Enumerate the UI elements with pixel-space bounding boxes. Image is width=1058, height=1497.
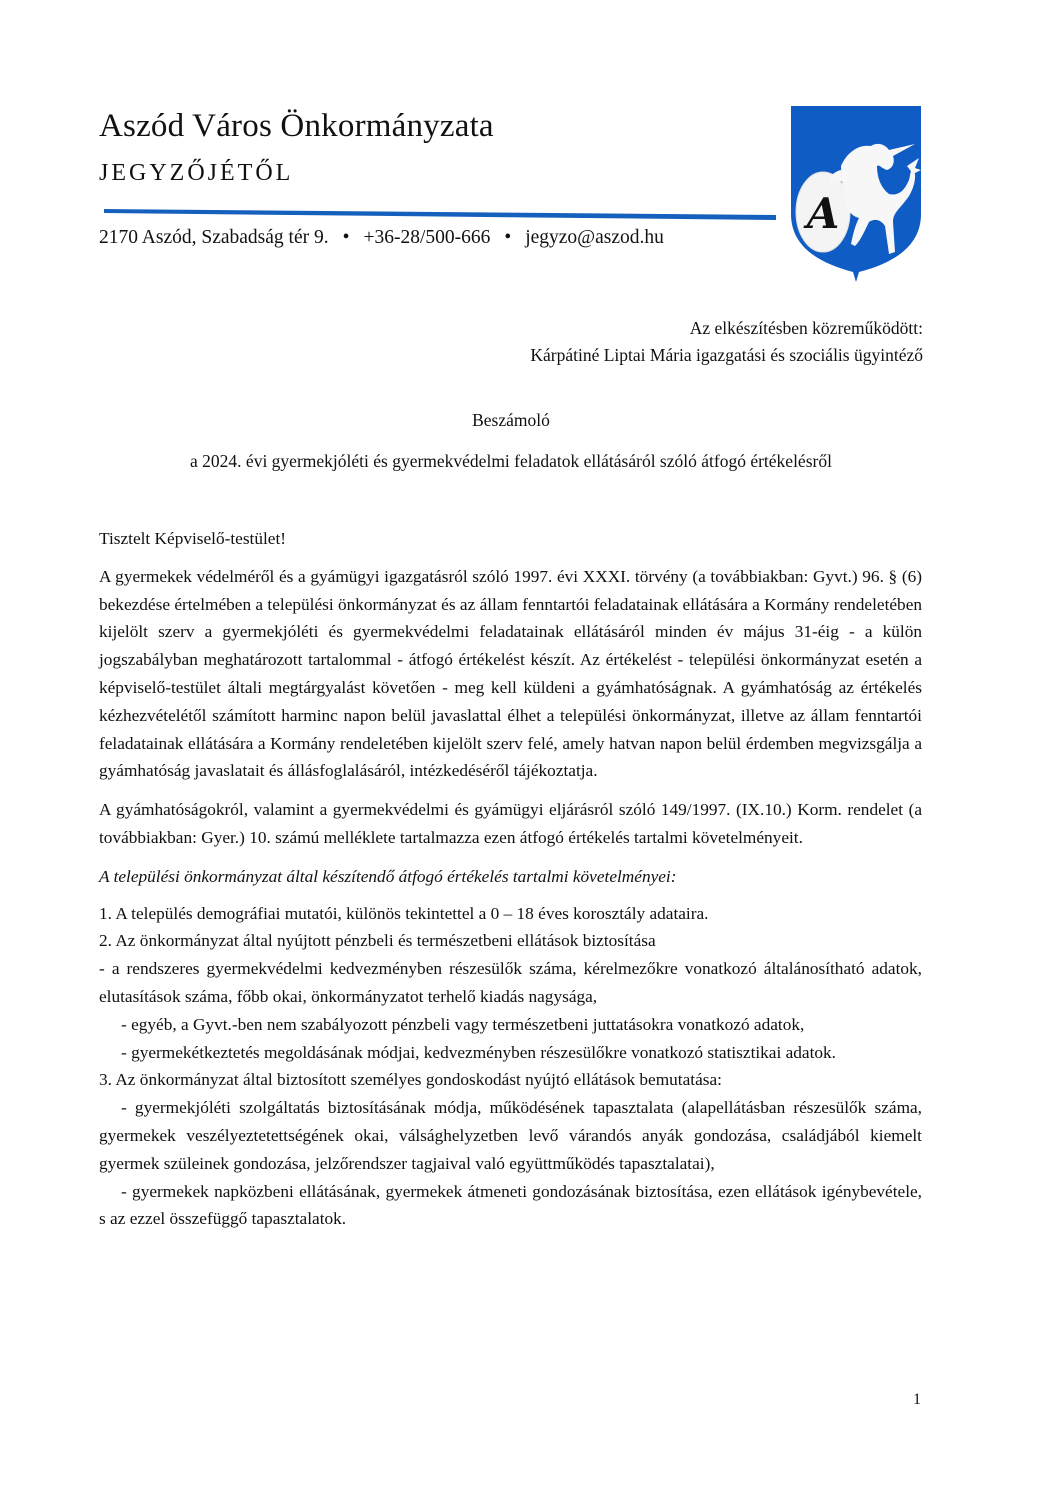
page-number: 1 xyxy=(913,1391,921,1408)
email-address: jegyzo@aszod.hu xyxy=(525,227,664,248)
list-item: - gyermekétkeztetés megoldásának módjai, kedvezményben részesülőkre vonatkozó statisztikai adatok. xyxy=(121,1042,836,1062)
salutation: Tisztelt Képviselő-testület! xyxy=(99,529,287,548)
bullet-separator: • xyxy=(342,227,350,248)
document-title: Beszámoló xyxy=(472,410,550,430)
bullet-separator: • xyxy=(504,227,512,248)
paragraph: A gyermekek védelméről és a gyámügyi igazgatásról szóló 1997. évi XXXI. törvény (a továbbiakban: Gyvt.) 96. § (6) bekezdése értelmében a települési önkormányzat és az állam fenntartói feladatainak ellátására a Kormány rendeletében kijelölt szerv a gyermekjóléti és gyermekvédelmi feladatainak ellátásáról minden év május 31-éig - a külön jogszabályban meghatározott tartalommal - átfogó értékelést készít. Az értékelést - települési önkormányzat esetén a képviselő-testület általi megtárgyalást követően - meg kell küldeni a gyámhatóságnak. A gyámhatóság az értékelés kézhezvételétől számított harminc napon belül javaslattal élhet a települési önkormányzat, illetve az állam fenntartói feladatainak ellátására a Kormány rendeletében kijelölt szerv felé, amely hatvan napon belül érdemben megvizsgálja a gyámhatóság javaslatait és állásfoglalásáról, intézkedéséről tájékoztatja. xyxy=(99,566,922,781)
paragraph: A gyámhatóságokról, valamint a gyermekvédelmi és gyámügyi eljárásról szóló 149/1997. (IX.10.) Korm. rendelet (a továbbiakban: Gyer.) 10. számú melléklete tartalmazza ezen átfogó értékelés tartalmi követelményeit. xyxy=(99,800,922,847)
list-item: 2. Az önkormányzat által nyújtott pénzbeli és természetbeni ellátások biztosítása xyxy=(99,931,656,951)
organization-subtitle: JEGYZŐJÉTŐL xyxy=(99,160,294,186)
list-item: 3. Az önkormányzat által biztosított személyes gondoskodást nyújtó ellátások bemutatása: xyxy=(99,1070,722,1090)
list-item: - gyermekek napközbeni ellátásának, gyermekek átmeneti gondozásának biztosítása, ezen ellátások igénybevétele, s az ezzel összefüggő tapasztalatok. xyxy=(99,1181,922,1229)
svg-text:A: A xyxy=(806,189,840,238)
list-item: - gyermekjóléti szolgáltatás biztosításának módja, működésének tapasztalata (alapellátásban részesülők száma, gyermekek veszélyeztetettségének okai, válsághelyzetben levő várandós anyák gondozása, családjából kiemelt gyermek szüleinek gondozása, jelzőrendszer tagjaival való együttműködés tapasztalatai), xyxy=(99,1098,922,1173)
list-item: - egyéb, a Gyvt.-ben nem szabályozott pénzbeli vagy természetbeni juttatásokra vonatkozó adatok, xyxy=(121,1014,805,1034)
requirements-list xyxy=(99,900,922,1234)
address: 2170 Aszód, Szabadság tér 9. xyxy=(99,227,329,248)
requirements-heading: A települési önkormányzat által készítendő átfogó értékelés tartalmi követelményei: xyxy=(99,866,677,886)
contributor-name: Kárpátiné Liptai Mária igazgatási és szociális ügyintéző xyxy=(530,345,923,365)
contributor-block xyxy=(530,315,923,369)
contact-line xyxy=(99,227,664,249)
phone-number: +36-28/500-666 xyxy=(363,227,491,248)
document-subtitle: a 2024. évi gyermekjóléti és gyermekvédelmi feladatok ellátásáról szóló átfogó értékelésről xyxy=(190,451,832,471)
header-rule xyxy=(104,206,776,222)
organization-name: Aszód Város Önkormányzata xyxy=(99,108,494,144)
coat-of-arms-unicorn-icon xyxy=(789,104,923,284)
list-item: 1. A település demográfiai mutatói, különös tekintettel a 0 – 18 éves korosztály adataira. xyxy=(99,903,709,923)
contributor-label: Az elkészítésben közreműködött: xyxy=(689,318,923,338)
document-body xyxy=(99,525,922,1233)
list-item: - a rendszeres gyermekvédelmi kedvezményben részesülők száma, kérelmezőkre vonatkozó általánosítható adatok, elutasítások száma, főbb okai, önkormányzatot terhelő kiadás nagysága, xyxy=(99,959,922,1006)
